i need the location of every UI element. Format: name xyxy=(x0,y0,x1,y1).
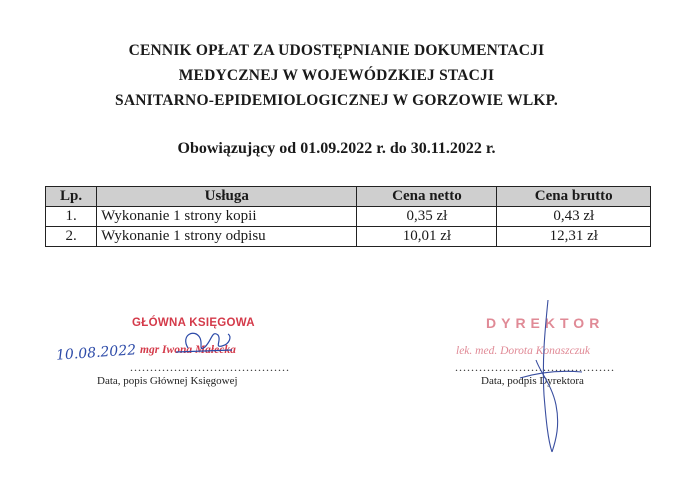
signature-line-left: ........................................ xyxy=(130,360,290,374)
row-service: Wykonanie 1 strony odpisu xyxy=(97,227,357,247)
table-row xyxy=(46,207,651,227)
director-stamp: DYREKTOR xyxy=(486,315,605,331)
row-lp: 2. xyxy=(46,227,97,247)
row-service: Wykonanie 1 strony kopii xyxy=(97,207,357,227)
price-table xyxy=(45,186,651,247)
validity-period: Obowiązujący od 01.09.2022 r. do 30.11.2022 r. xyxy=(177,140,496,157)
caption-right: Data, podpis Dyrektora xyxy=(481,375,584,387)
row-net-price: 10,01 zł xyxy=(357,227,497,247)
accountant-name: mgr Iwona Małecka xyxy=(140,344,236,356)
table-header-row xyxy=(46,187,651,207)
header-net-price: Cena netto xyxy=(357,187,497,207)
table-row xyxy=(46,227,651,247)
title-line-3: SANITARNO-EPIDEMIOLOGICZNEJ W GORZOWIE WLKP. xyxy=(115,92,558,109)
header-service: Usługa xyxy=(97,187,357,207)
row-net-price: 0,35 zł xyxy=(357,207,497,227)
accountant-stamp: GŁÓWNA KSIĘGOWA xyxy=(132,317,255,329)
row-lp: 1. xyxy=(46,207,97,227)
signature-line-right: ........................................ xyxy=(455,360,615,374)
row-gross-price: 0,43 zł xyxy=(497,207,651,227)
title-line-2: MEDYCZNEJ W WOJEWÓDZKIEJ STACJI xyxy=(178,67,495,84)
caption-left: Data, popis Głównej Księgowej xyxy=(97,375,238,387)
header-gross-price: Cena brutto xyxy=(497,187,651,207)
row-gross-price: 12,31 zł xyxy=(497,227,651,247)
director-name: lek. med. Dorota Konaszczuk xyxy=(456,345,591,357)
handwritten-date: 10.08.2022 xyxy=(55,342,137,364)
title-line-1: CENNIK OPŁAT ZA UDOSTĘPNIANIE DOKUMENTACJI xyxy=(128,42,545,59)
document-title xyxy=(0,38,673,113)
header-lp: Lp. xyxy=(46,187,97,207)
